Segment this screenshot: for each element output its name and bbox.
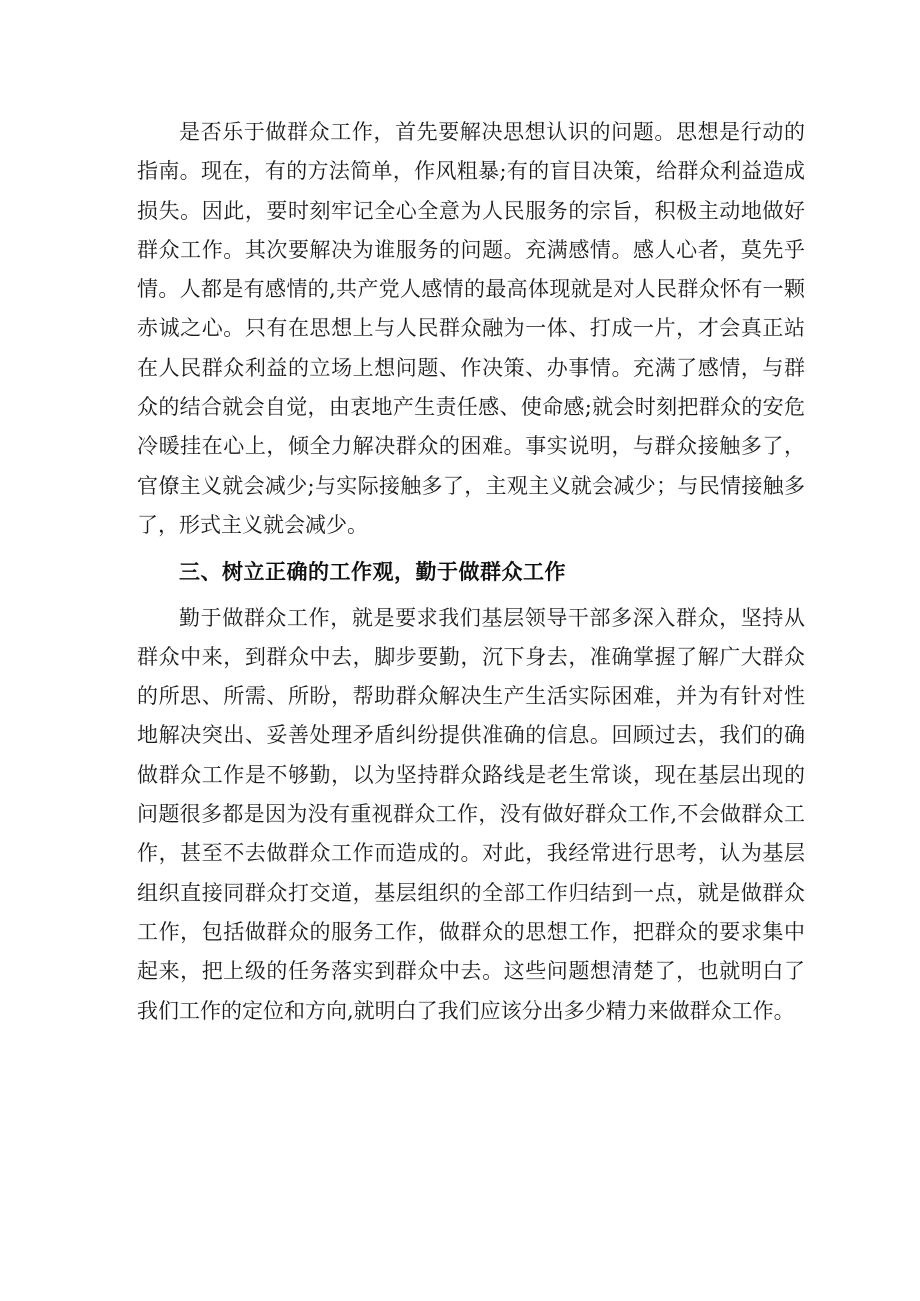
body-paragraph-1: 是否乐于做群众工作，首先要解决思想认识的问题。思想是行动的指南。现在，有的方法简单，作风粗暴;有的盲目决策，给群众利益造成损失。因此，要时刻牢记全心全意为人民服务的宗旨，积极主动地做好群众工作。其次要解决为谁服务的问题。充满感情。感人心者，莫先乎情。人都是有感情的,共产党人感情的最高体现就是对人民群众怀有一颗赤诚之心。只有在思想上与人民群众融为一体、打成一片，才会真正站在人民群众利益的立场上想问题、作决策、办事情。充满了感情，与群众的结合就会自觉，由衷地产生责任感、使命感;就会时刻把群众的安危冷暖挂在心上，倾全力解决群众的困难。事实说明，与群众接触多了，官僚主义就会减少;与实际接触多了，主观主义就会减少；与民情接触多了，形式主义就会减少。 — [137, 120, 805, 537]
section-heading-3: 三、树立正确的工作观，勤于做群众工作 — [179, 560, 566, 585]
body-paragraph-2: 勤于做群众工作，就是要求我们基层领导干部多深入群众，坚持从群众中来，到群众中去，脚步要勤，沉下身去，准确掌握了解广大群众的所思、所需、所盼，帮助群众解决生产生活实际困难，并为有针对性地解决突出、妥善处理矛盾纠纷提供准确的信息。回顾过去，我们的确做群众工作是不够勤，以为坚持群众路线是老生常谈，现在基层出现的问题很多都是因为没有重视群众工作，没有做好群众工作,不会做群众工作，甚至不去做群众工作而造成的。对此，我经常进行思考，认为基层组织直接同群众打交道，基层组织的全部工作归结到一点，就是做群众工作，包括做群众的服务工作，做群众的思想工作，把群众的要求集中起来，把上级的任务落实到群众中去。这些问题想清楚了，也就明白了我们工作的定位和方向,就明白了我们应该分出多少精力来做群众工作。 — [137, 605, 805, 1023]
document-body — [137, 113, 805, 1031]
